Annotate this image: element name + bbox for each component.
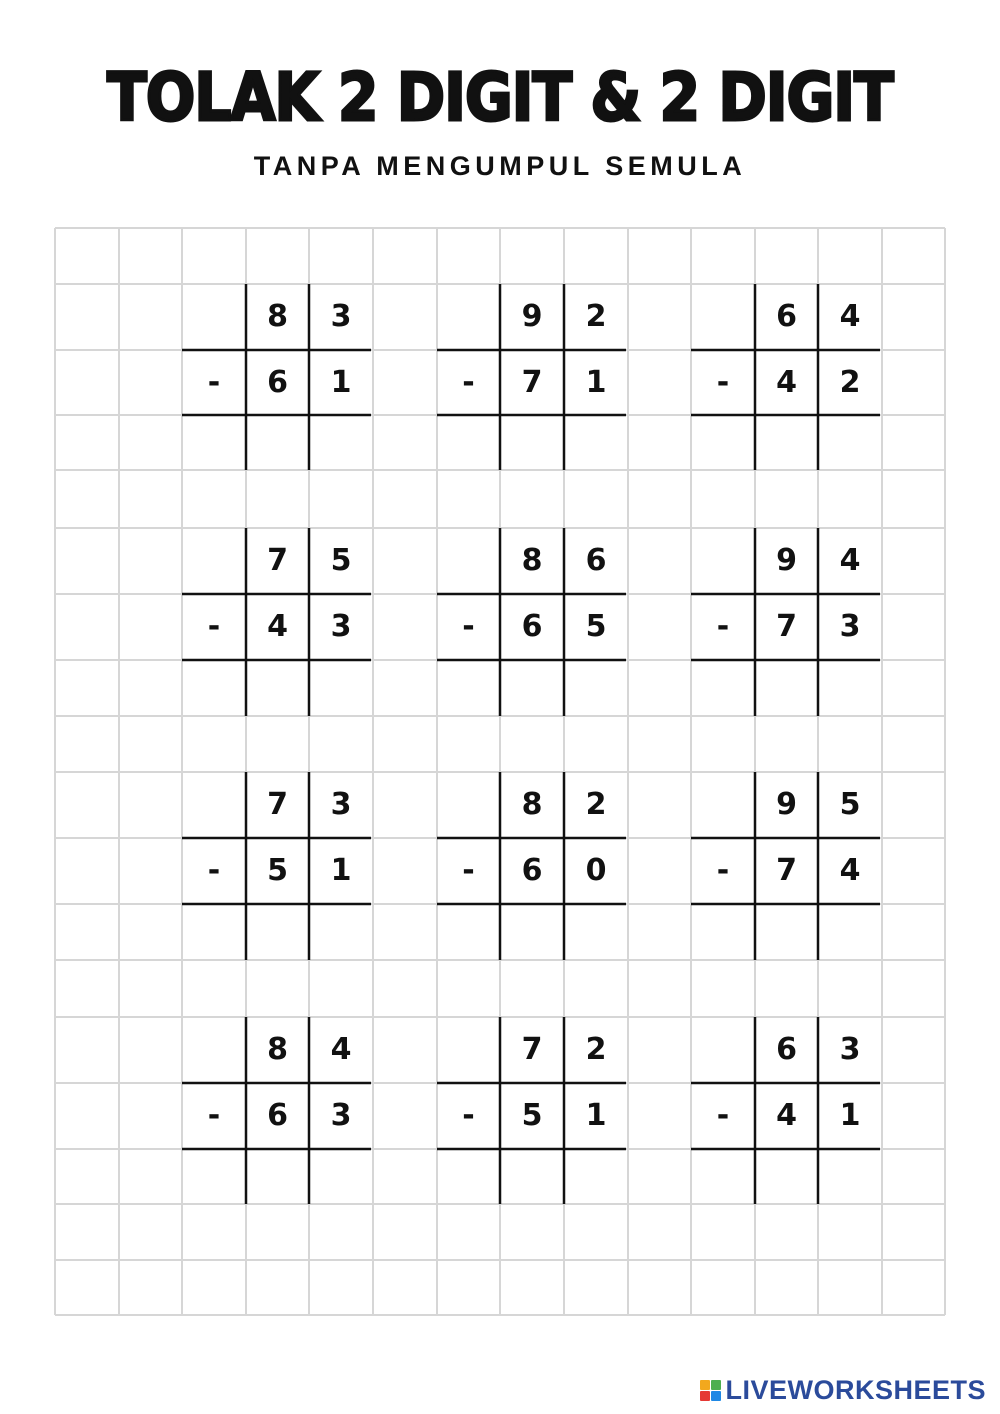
minuend-tens-digit: 8 (521, 543, 543, 578)
brand-name: LIVEWORKSHEETS (725, 1374, 986, 1405)
minuend-tens-digit: 9 (776, 787, 797, 822)
minuend-tens-digit: 7 (521, 1032, 543, 1067)
minuend-tens-digit: 8 (521, 787, 543, 822)
minuend-tens-digit: 7 (267, 787, 288, 822)
subtrahend-tens-digit: 5 (521, 1098, 543, 1133)
minuend-ones-digit: 3 (330, 299, 352, 334)
minuend-tens-digit: 9 (521, 299, 543, 334)
minuend-ones-digit: 5 (839, 787, 861, 822)
minuend-ones-digit: 2 (585, 787, 607, 822)
minus-sign: - (462, 364, 475, 400)
subtrahend-tens-digit: 4 (776, 364, 797, 400)
minuend-tens-digit: 8 (267, 299, 288, 334)
minus-sign: - (462, 853, 475, 888)
worksheet-title: TOLAK 2 DIGIT & 2 DIGIT (107, 59, 893, 136)
subtrahend-ones-digit: 3 (330, 1098, 352, 1133)
minus-sign: - (462, 1098, 475, 1133)
subtrahend-ones-digit: 5 (585, 609, 607, 644)
minus-sign: - (207, 609, 221, 644)
minuend-tens-digit: 9 (776, 543, 797, 578)
minuend-tens-digit: 6 (776, 299, 797, 334)
subtrahend-tens-digit: 7 (776, 853, 797, 888)
subtrahend-ones-digit: 2 (839, 364, 861, 400)
minuend-ones-digit: 6 (585, 543, 607, 578)
logo-square-2 (711, 1380, 721, 1390)
minuend-ones-digit: 5 (330, 543, 352, 578)
minuend-tens-digit: 6 (776, 1032, 797, 1067)
worksheet-subtitle: TANPA MENGUMPUL SEMULA (253, 151, 747, 181)
subtrahend-tens-digit: 6 (267, 364, 288, 400)
minuend-ones-digit: 4 (839, 299, 861, 334)
minus-sign: - (716, 609, 730, 644)
subtrahend-ones-digit: 0 (585, 853, 607, 888)
minuend-tens-digit: 7 (267, 543, 288, 578)
minus-sign: - (716, 853, 730, 888)
subtrahend-tens-digit: 6 (521, 609, 543, 644)
subtrahend-tens-digit: 4 (267, 609, 288, 644)
subtrahend-tens-digit: 4 (776, 1098, 797, 1133)
subtrahend-ones-digit: 1 (330, 853, 352, 888)
subtrahend-ones-digit: 1 (330, 364, 352, 400)
minus-sign: - (207, 1098, 221, 1133)
minuend-ones-digit: 4 (330, 1032, 352, 1067)
brand-footer (700, 1372, 986, 1408)
subtrahend-ones-digit: 1 (585, 364, 607, 400)
subtrahend-ones-digit: 1 (585, 1098, 607, 1133)
subtrahend-tens-digit: 7 (776, 609, 797, 644)
minus-sign: - (716, 1098, 730, 1133)
liveworksheets-logo-icon (700, 1380, 721, 1401)
minus-sign: - (207, 364, 221, 400)
minuend-ones-digit: 3 (330, 787, 352, 822)
logo-square-4 (711, 1391, 721, 1401)
subtrahend-ones-digit: 3 (330, 609, 352, 644)
subtrahend-ones-digit: 1 (839, 1098, 861, 1133)
subtrahend-tens-digit: 7 (521, 364, 543, 400)
subtrahend-ones-digit: 4 (839, 853, 861, 888)
minus-sign: - (207, 853, 221, 888)
subtrahend-ones-digit: 3 (839, 609, 861, 644)
subtrahend-tens-digit: 6 (267, 1098, 288, 1133)
minus-sign: - (462, 609, 475, 644)
minuend-ones-digit: 3 (839, 1032, 861, 1067)
minuend-ones-digit: 2 (585, 299, 607, 334)
minus-sign: - (716, 364, 730, 400)
subtrahend-tens-digit: 5 (267, 853, 288, 888)
logo-square-3 (700, 1391, 710, 1401)
minuend-ones-digit: 2 (585, 1032, 607, 1067)
minuend-ones-digit: 4 (839, 543, 861, 578)
subtrahend-tens-digit: 6 (521, 853, 543, 888)
minuend-tens-digit: 8 (267, 1032, 288, 1067)
logo-square-1 (700, 1380, 710, 1390)
